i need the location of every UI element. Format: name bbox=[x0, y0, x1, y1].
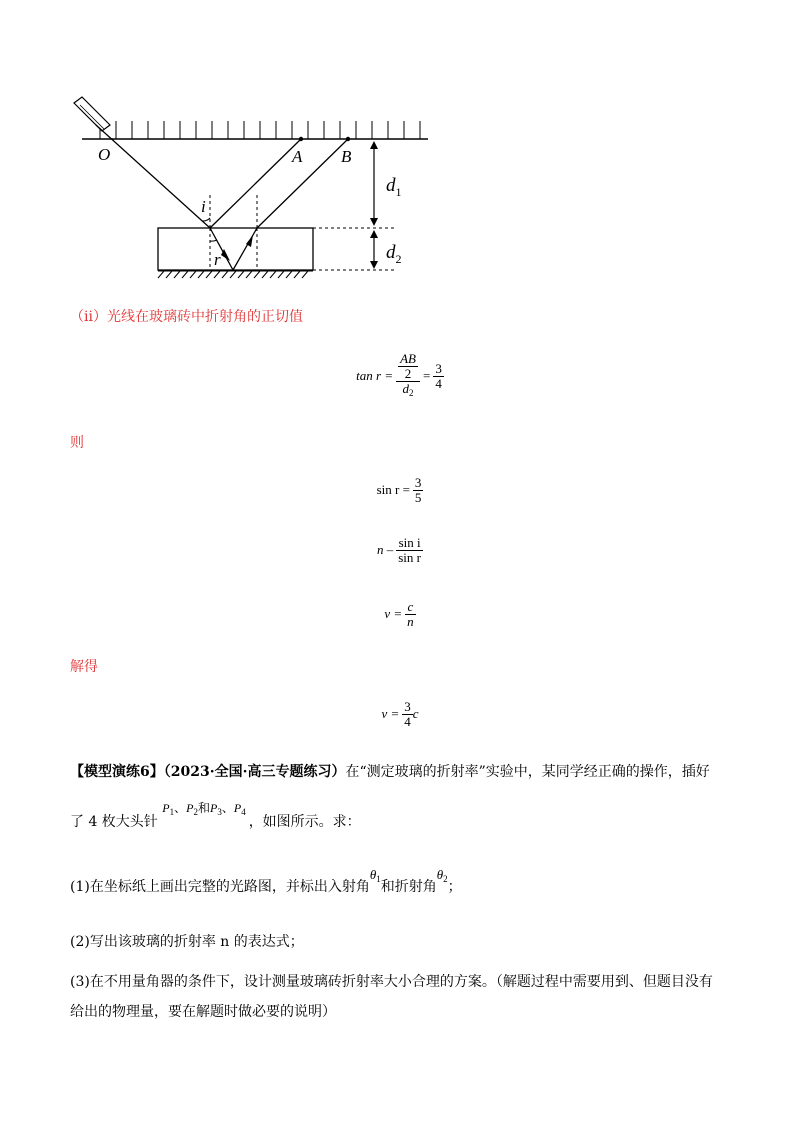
equation-v-c-n bbox=[0, 597, 800, 631]
eq-tan-inner-den: 2 bbox=[404, 366, 412, 381]
laser-pen bbox=[74, 97, 110, 131]
eq-tan-rhs-num: 3 bbox=[435, 360, 442, 376]
screen-ticks bbox=[100, 121, 420, 139]
optics-diagram bbox=[60, 95, 440, 285]
q1-text-a: (1)在坐标纸上画出完整的光路图，并标出入射角 bbox=[70, 879, 370, 895]
equation-v-result bbox=[0, 697, 800, 731]
label-r: r bbox=[214, 250, 221, 269]
theta2-label: $\theta_2$ bbox=[436, 867, 448, 884]
eq-tan-den-sub: 2 bbox=[409, 388, 414, 398]
label-d2: $d_2$ bbox=[386, 242, 402, 266]
ground-hatching bbox=[158, 271, 313, 278]
section-ii-heading: （ii）光线在玻璃砖中折射角的正切值 bbox=[70, 309, 303, 325]
glass-block bbox=[158, 228, 313, 270]
eq-v2-lhs: v = bbox=[381, 706, 400, 721]
eq-sin-num: 3 bbox=[414, 474, 422, 490]
eq-v-den: n bbox=[407, 613, 414, 629]
question-1 bbox=[70, 867, 462, 901]
problem-title: 【模型演练6】 bbox=[70, 764, 164, 780]
label-o: O bbox=[98, 145, 111, 164]
label-b: B bbox=[341, 147, 352, 166]
eq-v-num: c bbox=[405, 600, 416, 615]
eq-v2-rhs: c bbox=[412, 706, 419, 721]
eq-v2-num: 3 bbox=[404, 698, 411, 714]
eq-tan-rhs-den: 4 bbox=[435, 375, 442, 391]
eq-v-lhs: v = bbox=[384, 606, 403, 621]
equation-tan-r bbox=[0, 348, 800, 404]
eq-sin-lhs: sin r = bbox=[376, 482, 410, 497]
equation-n bbox=[0, 533, 800, 567]
eq-tan-inner-num: AB bbox=[400, 351, 416, 366]
eq-tan-equals: = bbox=[423, 368, 431, 383]
eq-n-lhs: n – bbox=[377, 542, 394, 557]
eq-n-num: sin i bbox=[396, 536, 423, 551]
problem-source: （2023·全国·高三专题练习） bbox=[163, 764, 346, 780]
solve-label: 解得 bbox=[70, 659, 98, 675]
then-label: 则 bbox=[70, 435, 84, 451]
question-2: (2)写出该玻璃的折射率 n 的表达式； bbox=[70, 934, 304, 950]
incident-ray bbox=[96, 125, 210, 228]
eq-sin-den: 5 bbox=[414, 489, 422, 505]
reflected-ray-a bbox=[210, 139, 301, 228]
point-a bbox=[299, 137, 303, 141]
eq-v2-den: 4 bbox=[404, 713, 411, 729]
eq-tan-lhs: tan r = bbox=[356, 368, 394, 383]
q1-text-c: ； bbox=[447, 879, 462, 895]
theta1-label: $\theta_1$ bbox=[369, 867, 381, 884]
eq-tan-fraction bbox=[396, 352, 420, 400]
problem-intro-text: 在“测定玻璃的折射率”实验中，某同学经正确的操作，插好 bbox=[345, 764, 710, 780]
problem-intro-line2-a: 了 4 枚大头针 bbox=[70, 814, 158, 830]
problem-intro-line2-b: ，如图所示。求： bbox=[248, 814, 361, 830]
eq-n-den: sin r bbox=[398, 549, 421, 565]
problem-intro-line2 bbox=[70, 801, 361, 836]
problem-intro-line1 bbox=[70, 762, 710, 782]
equation-sin-r bbox=[0, 473, 800, 507]
label-a: A bbox=[292, 147, 303, 166]
emerging-ray-b bbox=[257, 139, 348, 228]
eq-tan-den: d bbox=[402, 381, 410, 396]
label-d1: $d_1$ bbox=[386, 175, 402, 199]
question-3-line1: (3)在不用量角器的条件下，设计测量玻璃砖折射率大小合理的方案。（解题过程中需要用到、但题目没有 bbox=[70, 974, 713, 990]
pins-label: $P_1$、$P_2$和$P_3$、$P_4$ bbox=[162, 801, 246, 817]
label-i: i bbox=[201, 197, 206, 216]
point-b bbox=[346, 137, 350, 141]
question-3-line2: 给出的物理量，要在解题时做必要的说明） bbox=[70, 1004, 336, 1020]
q1-text-b: 和折射角 bbox=[380, 879, 437, 895]
